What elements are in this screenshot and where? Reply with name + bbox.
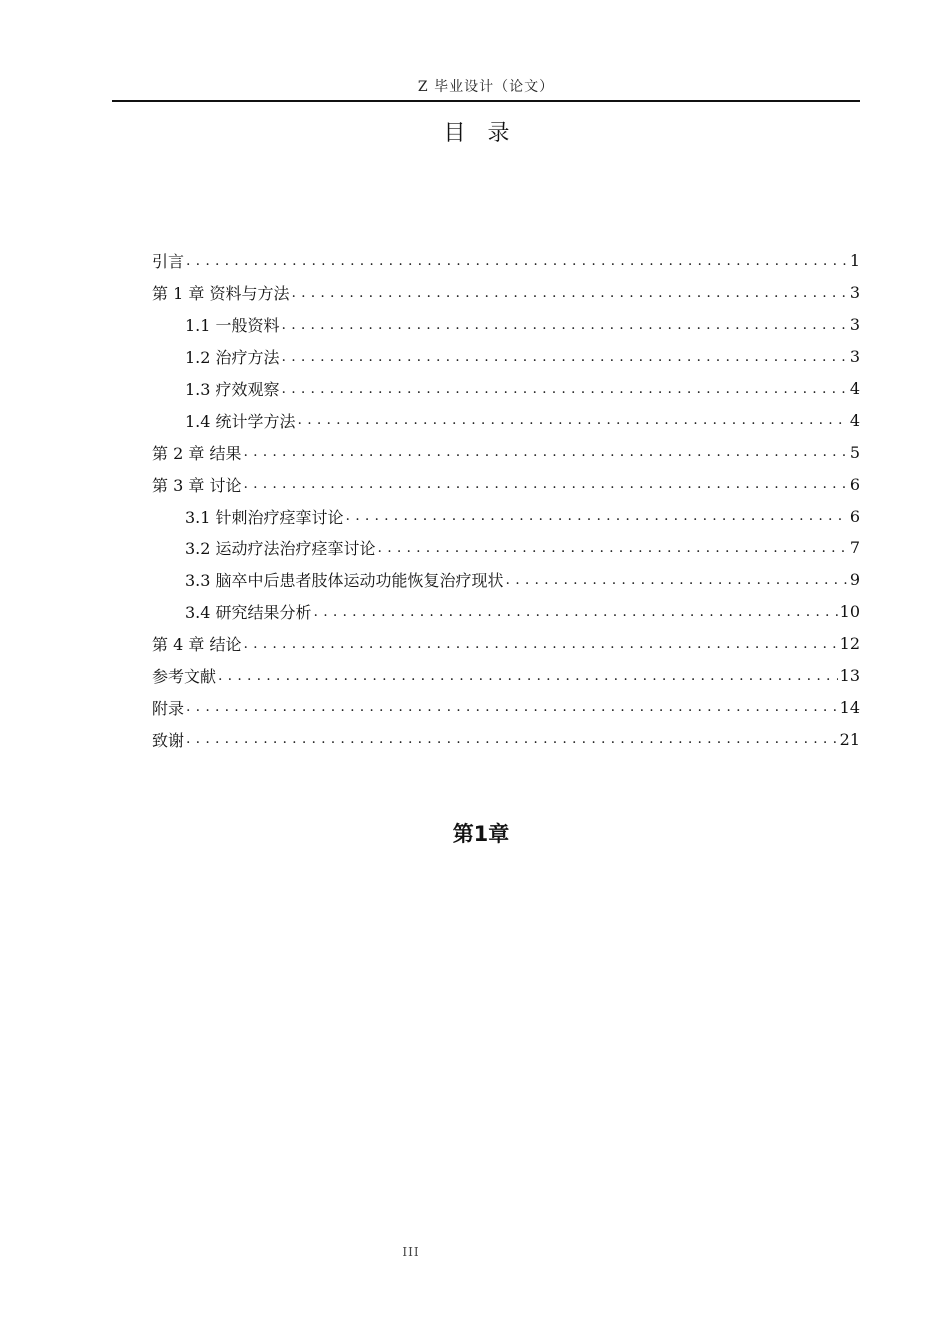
toc-dot-leader (346, 508, 848, 524)
toc-entry-page: 5 (849, 442, 860, 462)
toc-entry-label: 第 1 章 资料与方法 (152, 284, 290, 304)
toc-entry[interactable] (152, 691, 860, 723)
toc-entry[interactable] (152, 341, 860, 373)
toc-entry-page: 4 (849, 410, 860, 430)
toc-entry[interactable] (152, 660, 860, 692)
toc-entry-label: 1.1 一般资料 (185, 316, 280, 336)
toc-entry[interactable] (152, 436, 860, 468)
toc-entry-page: 1 (849, 251, 860, 271)
toc-entry-page: 3 (849, 347, 860, 367)
toc-entry[interactable] (152, 468, 860, 500)
toc-entry-page: 14 (839, 697, 860, 717)
toc-title: 目录 (443, 121, 532, 146)
toc-dot-leader (243, 476, 847, 492)
toc-entry-label: 参考文献 (152, 667, 217, 687)
toc-entry-label: 3.4 研究结果分析 (185, 603, 312, 623)
toc-dot-leader (298, 412, 848, 428)
toc-entry[interactable] (152, 373, 860, 405)
toc-entry-page: 3 (849, 315, 860, 335)
table-of-contents (152, 245, 860, 755)
toc-entry-label: 第 2 章 结果 (152, 443, 242, 463)
toc-entry-page: 7 (849, 538, 860, 558)
toc-dot-leader (243, 636, 837, 652)
toc-entry-page: 13 (839, 666, 860, 686)
toc-entry-label: 3.2 运动疗法治疗痉挛讨论 (185, 539, 376, 559)
running-header: Z 毕业设计（论文） (417, 79, 555, 95)
toc-entry[interactable] (152, 500, 860, 532)
toc-entry-label: 3.3 脑卒中后患者肢体运动功能恢复治疗现状 (185, 571, 504, 591)
toc-dot-leader (314, 604, 838, 620)
toc-entry-page: 3 (849, 283, 860, 303)
toc-entry[interactable] (152, 532, 860, 564)
toc-entry-label: 1.3 疗效观察 (185, 380, 280, 399)
toc-entry[interactable] (152, 309, 860, 341)
toc-entry-label: 致谢 (152, 730, 185, 750)
toc-entry-page: 9 (849, 570, 860, 590)
toc-dot-leader (291, 285, 847, 301)
toc-entry-page: 21 (839, 729, 860, 749)
toc-entry-label: 第 3 章 讨论 (152, 475, 242, 495)
toc-entry-label: 附录 (152, 698, 185, 718)
toc-entry[interactable] (152, 596, 860, 628)
toc-dot-leader (218, 668, 838, 684)
toc-dot-leader (186, 731, 838, 747)
toc-dot-leader (243, 444, 847, 460)
toc-entry-page: 6 (849, 506, 860, 526)
toc-dot-leader (282, 381, 848, 397)
toc-dot-leader (378, 540, 848, 556)
toc-entry[interactable] (152, 245, 860, 277)
toc-dot-leader (186, 699, 838, 715)
toc-entry-label: 第 4 章 结论 (152, 635, 242, 655)
chapter-heading: 第1章 (452, 822, 510, 846)
toc-entry-label: 3.1 针刺治疗痉挛讨论 (185, 507, 344, 527)
footer-page-number: III (402, 1245, 420, 1259)
toc-entry-page: 10 (839, 602, 860, 622)
toc-entry-page: 6 (849, 474, 860, 494)
toc-dot-leader (186, 253, 848, 269)
toc-entry[interactable] (152, 404, 860, 436)
toc-entry[interactable] (152, 628, 860, 660)
toc-entry[interactable] (152, 277, 860, 309)
toc-entry-label: 1.2 治疗方法 (185, 348, 280, 368)
toc-entry[interactable] (152, 723, 860, 755)
toc-dot-leader (282, 349, 848, 365)
header-rule (112, 100, 860, 102)
toc-dot-leader (506, 572, 848, 588)
toc-entry-label: 1.4 统计学方法 (185, 411, 296, 431)
toc-entry-page: 12 (839, 634, 860, 654)
toc-entry-page: 4 (849, 379, 860, 398)
toc-dot-leader (282, 317, 848, 333)
toc-entry-label: 引言 (152, 252, 185, 272)
toc-entry[interactable] (152, 564, 860, 596)
